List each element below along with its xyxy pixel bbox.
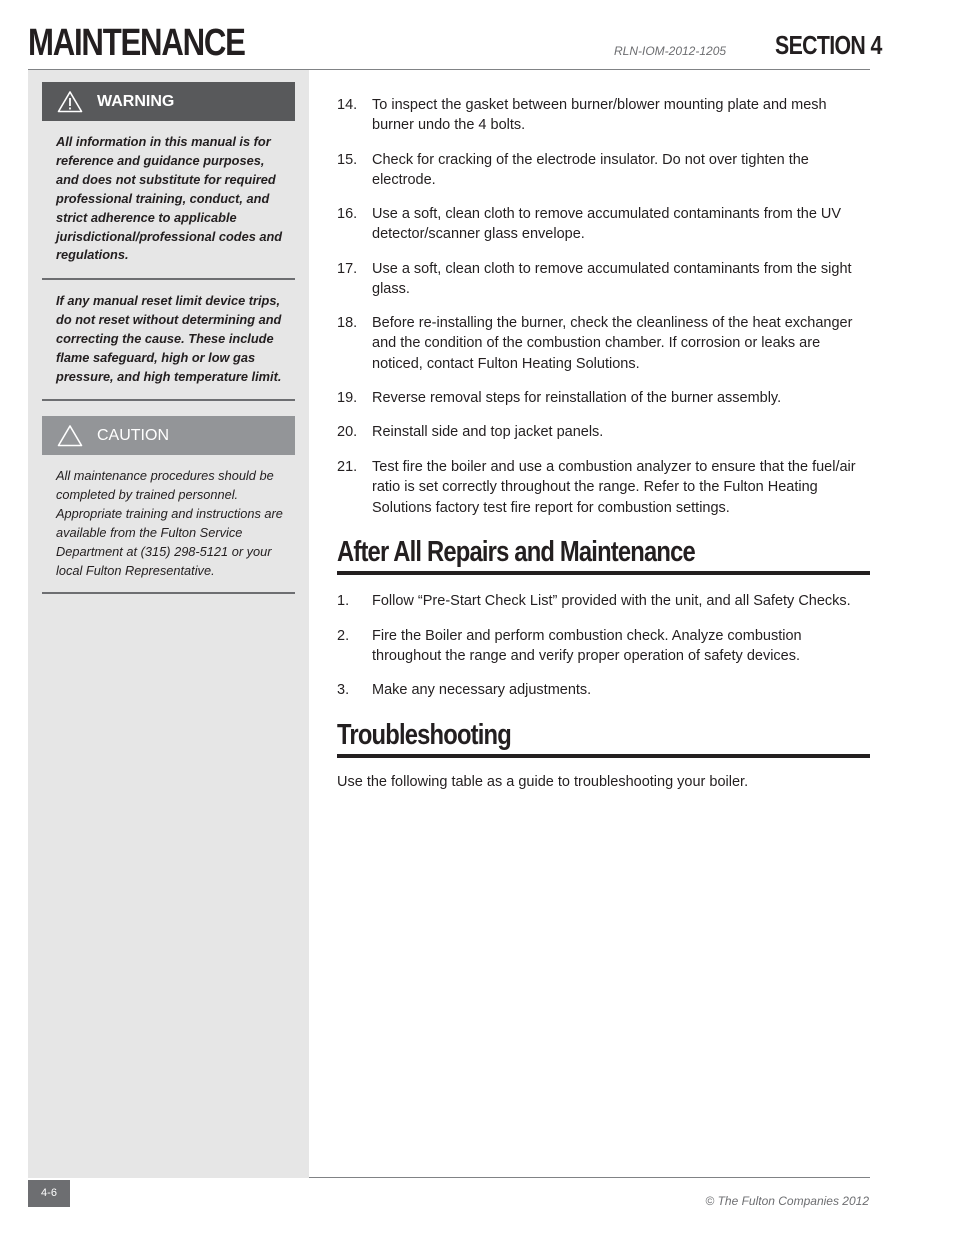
list-item bbox=[337, 457, 872, 518]
step-text: Use a soft, clean cloth to remove accumulated contaminants from the sight glass. bbox=[372, 261, 852, 298]
step-number: 14. bbox=[337, 97, 358, 113]
step-number: 1. bbox=[337, 593, 350, 609]
after-repairs-step-1 bbox=[337, 591, 872, 611]
maintenance-steps-list bbox=[337, 95, 872, 134]
step-number: 15. bbox=[337, 152, 358, 168]
step-number: 3. bbox=[337, 682, 350, 698]
step-number: 19. bbox=[337, 390, 358, 406]
step-text: Use a soft, clean cloth to remove accumulated contaminants from the UV detector/scanner glass envelope. bbox=[372, 206, 842, 243]
list-item bbox=[337, 680, 872, 700]
warning-bottom-divider bbox=[42, 399, 295, 401]
footer-divider bbox=[309, 1177, 870, 1178]
caution-triangle-icon bbox=[57, 424, 83, 447]
caution-label: CAUTION bbox=[97, 426, 169, 444]
step-number: 2. bbox=[337, 628, 350, 644]
maintenance-steps-list-18 bbox=[337, 313, 872, 374]
step-number: 16. bbox=[337, 206, 358, 222]
warning-text-reset: If any manual reset limit device trips, do not reset without determining and correcting the cause. These include flame safeguard, high or low gas pressure, and high temperature limit. bbox=[56, 293, 282, 384]
list-item bbox=[337, 95, 872, 134]
section-label: SECTION 4 bbox=[775, 30, 882, 60]
copyright: © The Fulton Companies 2012 bbox=[705, 1194, 869, 1208]
caution-divider bbox=[42, 592, 295, 594]
step-text: Make any necessary adjustments. bbox=[372, 682, 592, 698]
maintenance-steps-list-21 bbox=[337, 457, 872, 518]
list-item bbox=[337, 388, 872, 408]
warning-text-general: All information in this manual is for reference and guidance purposes, and does not substitute for required professional training, conduct, and strict adherence to applicable jurisdictional/professional codes and regulations. bbox=[56, 134, 283, 263]
list-item bbox=[337, 591, 872, 611]
step-text: To inspect the gasket between burner/blower mounting plate and mesh burner undo the 4 bolts. bbox=[372, 97, 827, 134]
step-text: Fire the Boiler and perform combustion check. Analyze combustion throughout the range and verify proper operation of safety devices. bbox=[372, 628, 802, 665]
step-text: Reverse removal steps for reinstallation of the burner assembly. bbox=[372, 390, 782, 406]
step-number: 21. bbox=[337, 459, 358, 475]
after-repairs-step-3 bbox=[337, 680, 872, 700]
list-item bbox=[337, 313, 872, 374]
maintenance-steps-list-cont bbox=[337, 150, 872, 191]
troubleshooting-intro: Use the following table as a guide to troubleshooting your boiler. bbox=[337, 774, 749, 790]
warning-triangle-icon bbox=[57, 90, 83, 113]
maintenance-steps-list-16 bbox=[337, 204, 872, 245]
step-number: 17. bbox=[337, 261, 358, 277]
list-item bbox=[337, 626, 872, 667]
troubleshooting-heading: Troubleshooting bbox=[337, 719, 511, 751]
maintenance-steps-list-17 bbox=[337, 259, 872, 300]
warning-header bbox=[42, 82, 295, 121]
maintenance-steps-list-20 bbox=[337, 422, 872, 442]
step-text: Check for cracking of the electrode insulator. Do not over tighten the electrode. bbox=[372, 152, 809, 189]
step-text: Follow “Pre-Start Check List” provided with the unit, and all Safety Checks. bbox=[372, 593, 851, 609]
step-text: Reinstall side and top jacket panels. bbox=[372, 424, 604, 440]
after-repairs-rule bbox=[337, 571, 870, 575]
list-item bbox=[337, 422, 872, 442]
step-number: 18. bbox=[337, 315, 358, 331]
step-text: Before re-installing the burner, check the cleanliness of the heat exchanger and the condition of the combustion chamber. If corrosion or leaks are noticed, contact Fulton Heating Solutions. bbox=[372, 315, 853, 372]
troubleshooting-rule bbox=[337, 754, 870, 758]
document-code: RLN-IOM-2012-1205 bbox=[614, 44, 727, 58]
warning-label: WARNING bbox=[97, 92, 175, 110]
step-number: 20. bbox=[337, 424, 358, 440]
after-repairs-heading: After All Repairs and Maintenance bbox=[337, 536, 695, 568]
page-title: MAINTENANCE bbox=[28, 22, 245, 64]
maintenance-steps-list-19 bbox=[337, 388, 872, 408]
list-item bbox=[337, 259, 872, 300]
caution-text: All maintenance procedures should be completed by trained personnel. Appropriate training and instructions are available from the Fulton Service Department at (315) 298-5121 or your local Fulton Representative. bbox=[56, 468, 283, 578]
warning-divider bbox=[42, 278, 295, 280]
after-repairs-step-2 bbox=[337, 626, 872, 667]
page-number: 4-6 bbox=[28, 1180, 70, 1207]
list-item bbox=[337, 204, 872, 245]
list-item bbox=[337, 150, 872, 191]
caution-header bbox=[42, 416, 295, 455]
step-text: Test fire the boiler and use a combustion analyzer to ensure that the fuel/air ratio is set correctly throughout the range. Refer to the Fulton Heating Solutions factory test fire report for combustion settings. bbox=[372, 459, 856, 516]
